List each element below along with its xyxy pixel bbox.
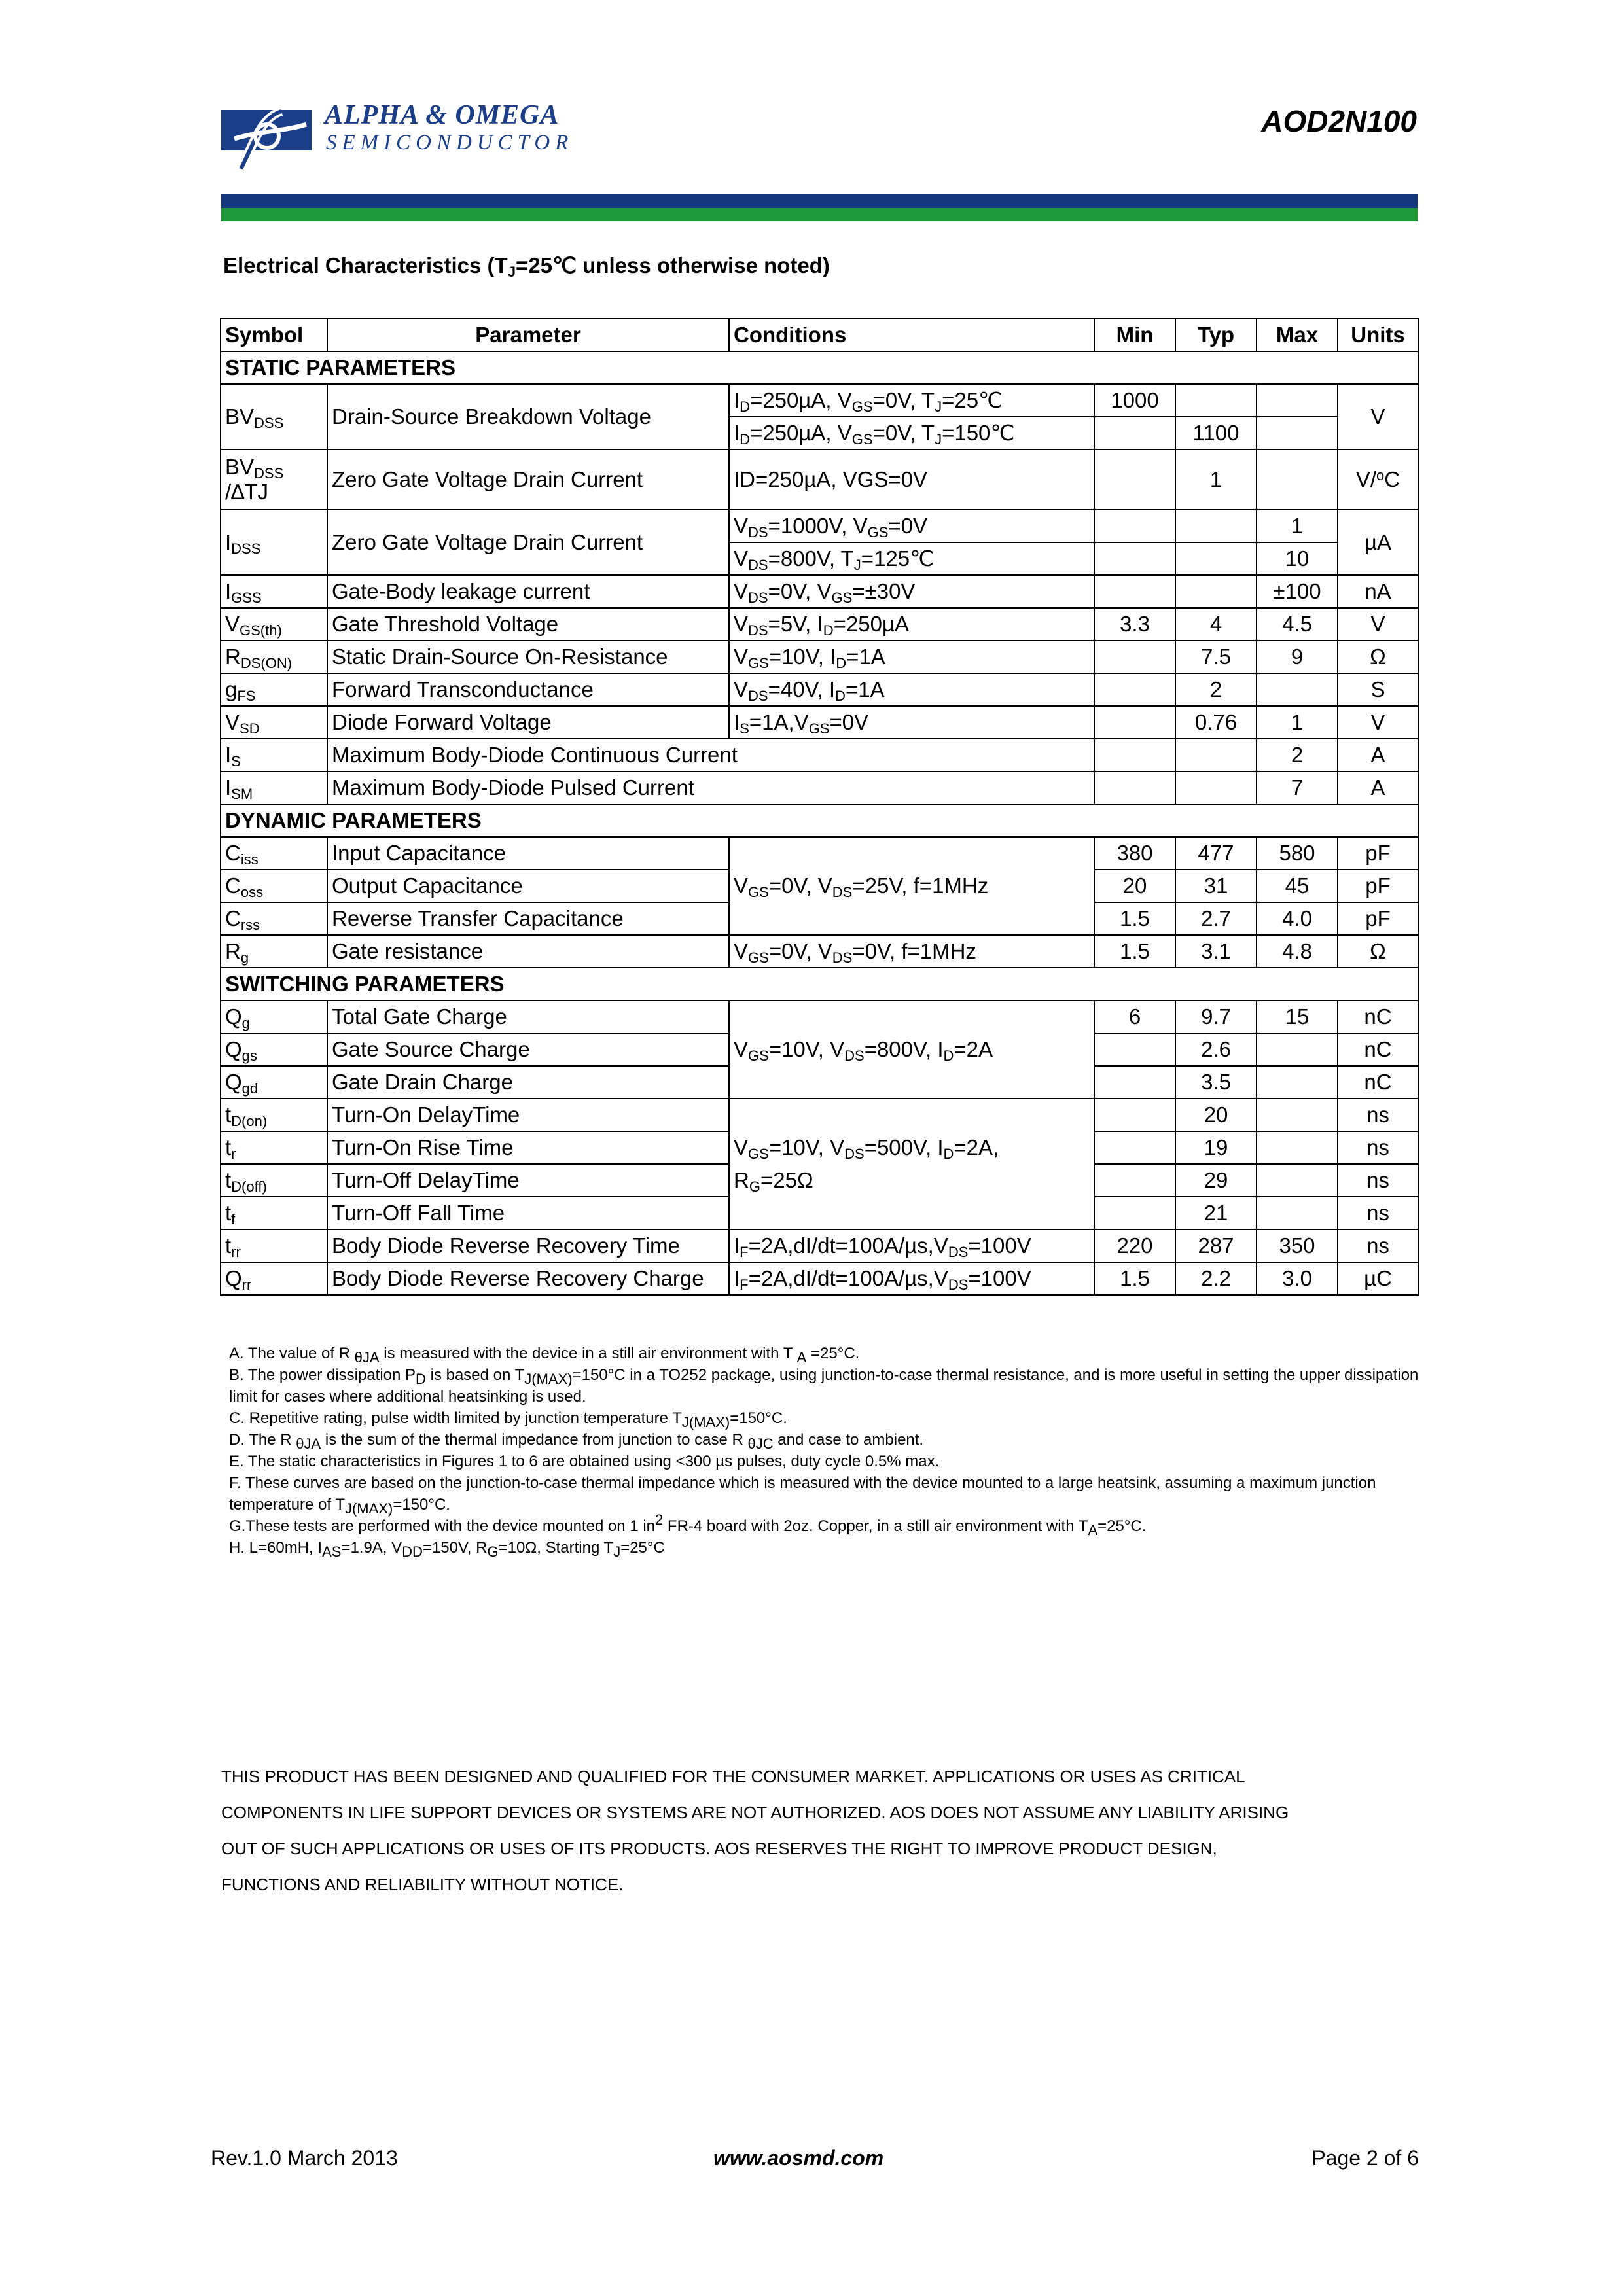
company-logo (221, 98, 588, 173)
table-row (221, 935, 1418, 968)
note-c: C. Repetitive rating, pulse width limited by junction temperature $T_{J(MAX)}=150^\circ C$. (229, 1409, 787, 1430)
table-row (221, 771, 1418, 804)
table-row (221, 673, 1418, 706)
conditions-cell: $V_{DS}=5V$, $I_D=250\mu A$ (729, 608, 1094, 641)
company-subtitle: SEMICONDUCTOR (326, 131, 574, 154)
typ-cell: 0.76 (1175, 706, 1257, 739)
table-row (221, 510, 1418, 542)
typ-cell: 20 (1175, 1099, 1257, 1131)
typ-cell: 31 (1175, 870, 1257, 902)
symbol-cell: $t_{D(on)}$ (221, 1099, 327, 1131)
disclaimer-line: THIS PRODUCT HAS BEEN DESIGNED AND QUALIFIED FOR THE CONSUMER MARKET. APPLICATIONS OR USES AS CRITICAL (221, 1767, 1245, 1786)
typ-cell: 2 (1175, 673, 1257, 706)
max-cell: 580 (1257, 837, 1338, 870)
min-cell (1094, 450, 1175, 510)
note-d: D. The R $_{\theta JA}$ is the sum of the thermal impedance from junction to case R $_{\theta JC}$ and case to ambient. (229, 1431, 924, 1452)
conditions-cell: $I_D=250\mu A$, $V_{GS}=0V$, $T_J=25℃$ (729, 384, 1094, 417)
parameter-cell: Gate Threshold Voltage (327, 608, 729, 641)
table-row (221, 575, 1418, 608)
disclaimer-line: COMPONENTS IN LIFE SUPPORT DEVICES OR SYSTEMS ARE NOT AUTHORIZED. AOS DOES NOT ASSUME ANY LIABILITY ARISING (221, 1803, 1289, 1822)
typ-cell: 4 (1175, 608, 1257, 641)
symbol-cell: $R_{DS(ON)}$ (221, 641, 327, 673)
parameter-cell: Total Gate Charge (327, 1000, 729, 1033)
units-cell: ns (1338, 1131, 1418, 1164)
units-cell: nA (1338, 575, 1418, 608)
col-header-typ: Typ (1175, 319, 1257, 351)
min-cell: 1.5 (1094, 935, 1175, 968)
note-h: H. L=60mH, $I_{AS}=1.9A$, $V_{DD}=150V$, $R_G=10\Omega$, Starting $T_J=25^\circ C$ (229, 1539, 665, 1560)
symbol-cell: $V_{SD}$ (221, 706, 327, 739)
max-cell: 4.5 (1257, 608, 1338, 641)
parameter-cell: Gate Source Charge (327, 1033, 729, 1066)
min-cell: 1000 (1094, 384, 1175, 417)
table-row (221, 1099, 1418, 1131)
conditions-cell: $V_{DS}=40V$, $I_D=1A$ (729, 673, 1094, 706)
units-cell: V (1338, 608, 1418, 641)
max-cell (1257, 450, 1338, 510)
typ-cell: 9.7 (1175, 1000, 1257, 1033)
parameter-cell: Turn-On DelayTime (327, 1099, 729, 1131)
disclaimer-line: FUNCTIONS AND RELIABILITY WITHOUT NOTICE. (221, 1875, 624, 1894)
conditions-cell: $I_F=2A,dI/dt=100A/\mu s,V_{DS}=100V$ (729, 1229, 1094, 1262)
col-header-units: Units (1338, 319, 1418, 351)
conditions-cell: $V_{DS}=0V$, $V_{GS}=\pm 30V$ (729, 575, 1094, 608)
min-cell: 380 (1094, 837, 1175, 870)
units-cell: nC (1338, 1066, 1418, 1099)
max-cell: 4.8 (1257, 935, 1338, 968)
parameter-cell: Turn-Off DelayTime (327, 1164, 729, 1197)
max-cell: 4.0 (1257, 902, 1338, 935)
min-cell (1094, 1164, 1175, 1197)
symbol-cell: $C_{rss}$ (221, 902, 327, 935)
units-cell: µA (1338, 510, 1418, 575)
parameter-cell: Turn-Off Fall Time (327, 1197, 729, 1229)
units-cell: ns (1338, 1229, 1418, 1262)
section-static-label: STATIC PARAMETERS (221, 351, 1418, 384)
symbol-cell: $t_f$ (221, 1197, 327, 1229)
disclaimer-line: OUT OF SUCH APPLICATIONS OR USES OF ITS PRODUCTS. AOS RESERVES THE RIGHT TO IMPROVE PRODUCT DESIGN, (221, 1839, 1217, 1858)
footer-website-link[interactable]: www.aosmd.com (713, 2146, 884, 2170)
section-dynamic-label: DYNAMIC PARAMETERS (221, 804, 1418, 837)
footer-page-number: Page 2 of 6 (1311, 2146, 1419, 2170)
col-header-symbol: Symbol (221, 319, 327, 351)
typ-cell: 2.7 (1175, 902, 1257, 935)
symbol-cell: $Q_{gs}$ (221, 1033, 327, 1066)
parameter-cell: Output Capacitance (327, 870, 729, 902)
typ-cell: 1100 (1175, 417, 1257, 450)
symbol-cell: $I_{GSS}$ (221, 575, 327, 608)
conditions-cell: $I_D=250\mu A$, $V_{GS}=0V$, $T_J=150℃$ (729, 417, 1094, 450)
table-row (221, 706, 1418, 739)
typ-cell: 21 (1175, 1197, 1257, 1229)
typ-cell: 2.2 (1175, 1262, 1257, 1295)
parameter-cell: Gate Drain Charge (327, 1066, 729, 1099)
typ-cell (1175, 510, 1257, 542)
max-cell (1257, 1164, 1338, 1197)
note-b: B. The power dissipation $P_D$ is based on $T_{J(MAX)}=150^\circ C$ in a TO252 package, using junction-to-case thermal resistance, and is more useful in setting the upper dissipation limit for cases where additional heatsinking is used. (229, 1366, 1419, 1405)
symbol-cell: $C_{iss}$ (221, 837, 327, 870)
units-cell: pF (1338, 902, 1418, 935)
symbol-cell: $Q_g$ (221, 1000, 327, 1033)
parameter-cell: Diode Forward Voltage (327, 706, 729, 739)
typ-cell (1175, 575, 1257, 608)
footer-revision: Rev.1.0 March 2013 (211, 2146, 398, 2170)
max-cell (1257, 673, 1338, 706)
parameter-cell: Zero Gate Voltage Drain Current (327, 510, 729, 575)
max-cell (1257, 384, 1338, 417)
parameter-cell: Drain-Source Breakdown Voltage (327, 384, 729, 450)
max-cell: 2 (1257, 739, 1338, 771)
units-cell: V/$^o$C (1338, 450, 1418, 510)
min-cell (1094, 1197, 1175, 1229)
symbol-cell: $BV_{DSS}$ (221, 384, 327, 450)
max-cell: 9 (1257, 641, 1338, 673)
units-cell: S (1338, 673, 1418, 706)
units-cell: nC (1338, 1000, 1418, 1033)
max-cell: 10 (1257, 542, 1338, 575)
symbol-cell: $I_S$ (221, 739, 327, 771)
min-cell (1094, 417, 1175, 450)
table-row (221, 450, 1418, 510)
min-cell (1094, 641, 1175, 673)
min-cell (1094, 1066, 1175, 1099)
conditions-cell: $V_{GS}=10V$, $I_D=1A$ (729, 641, 1094, 673)
header-bar-blue (221, 194, 1418, 208)
table-row (221, 384, 1418, 417)
symbol-cell: $t_{D(off)}$ (221, 1164, 327, 1197)
typ-cell (1175, 771, 1257, 804)
units-cell: nC (1338, 1033, 1418, 1066)
conditions-cell: $V_{DS}=800V$, $T_J=125℃$ (729, 542, 1094, 575)
conditions-cell: $V_{DS}=1000V$, $V_{GS}=0V$ (729, 510, 1094, 542)
units-cell: A (1338, 771, 1418, 804)
min-cell (1094, 1131, 1175, 1164)
parameter-cell: Gate-Body leakage current (327, 575, 729, 608)
typ-cell: 7.5 (1175, 641, 1257, 673)
typ-cell: 1 (1175, 450, 1257, 510)
max-cell (1257, 1131, 1338, 1164)
typ-cell: 2.6 (1175, 1033, 1257, 1066)
min-cell (1094, 542, 1175, 575)
units-cell: ns (1338, 1197, 1418, 1229)
max-cell: 1 (1257, 706, 1338, 739)
max-cell: 7 (1257, 771, 1338, 804)
conditions-cell: ID=250µA, VGS=0V (729, 450, 1094, 510)
conditions-cell: $V_{GS}=0V$, $V_{DS}=25V$, f=1MHz (729, 837, 1094, 935)
parameter-cell: Maximum Body-Diode Continuous Current (327, 739, 1094, 771)
max-cell: 15 (1257, 1000, 1338, 1033)
min-cell: 3.3 (1094, 608, 1175, 641)
col-header-min: Min (1094, 319, 1175, 351)
table-row (221, 739, 1418, 771)
electrical-characteristics-table (220, 318, 1419, 1296)
typ-cell (1175, 739, 1257, 771)
parameter-cell: Static Drain-Source On-Resistance (327, 641, 729, 673)
parameter-cell: Body Diode Reverse Recovery Time (327, 1229, 729, 1262)
units-cell: A (1338, 739, 1418, 771)
units-cell: ns (1338, 1164, 1418, 1197)
header-bar-green (221, 208, 1418, 221)
min-cell: 1.5 (1094, 1262, 1175, 1295)
conditions-cell: $V_{GS}=10V$, $V_{DS}=800V$, $I_D=2A$ (729, 1000, 1094, 1099)
parameter-cell: Maximum Body-Diode Pulsed Current (327, 771, 1094, 804)
parameter-cell: Turn-On Rise Time (327, 1131, 729, 1164)
units-cell: Ω (1338, 935, 1418, 968)
section-switching-label: SWITCHING PARAMETERS (221, 968, 1418, 1000)
min-cell (1094, 673, 1175, 706)
units-cell: pF (1338, 870, 1418, 902)
typ-cell: 3.1 (1175, 935, 1257, 968)
typ-cell: 287 (1175, 1229, 1257, 1262)
disclaimer (221, 1759, 1425, 1903)
parameter-cell: Input Capacitance (327, 837, 729, 870)
section-title: Electrical Characteristics ($T_J=25℃$ unless otherwise noted) (223, 253, 830, 280)
min-cell: 6 (1094, 1000, 1175, 1033)
symbol-cell: $BV_{DSS}$ /∆TJ (221, 450, 327, 510)
symbol-cell: $t_{rr}$ (221, 1229, 327, 1262)
table-row (221, 1262, 1418, 1295)
symbol-cell: $R_g$ (221, 935, 327, 968)
max-cell (1257, 417, 1338, 450)
table-row (221, 1229, 1418, 1262)
units-cell: V (1338, 384, 1418, 450)
max-cell (1257, 1066, 1338, 1099)
min-cell (1094, 1099, 1175, 1131)
units-cell: µC (1338, 1262, 1418, 1295)
max-cell: 350 (1257, 1229, 1338, 1262)
min-cell: 20 (1094, 870, 1175, 902)
conditions-cell: $V_{GS}=0V$, $V_{DS}=0V$, f=1MHz (729, 935, 1094, 968)
symbol-cell: $I_{DSS}$ (221, 510, 327, 575)
min-cell (1094, 510, 1175, 542)
table-row (221, 1000, 1418, 1033)
symbol-cell: $g_{FS}$ (221, 673, 327, 706)
alpha-omega-logo-icon (221, 105, 313, 170)
col-header-max: Max (1257, 319, 1338, 351)
symbol-cell: $V_{GS(th)}$ (221, 608, 327, 641)
min-cell (1094, 706, 1175, 739)
typ-cell (1175, 384, 1257, 417)
units-cell: Ω (1338, 641, 1418, 673)
footnotes (229, 1343, 1420, 1559)
typ-cell: 29 (1175, 1164, 1257, 1197)
units-cell: V (1338, 706, 1418, 739)
note-g: G.These tests are performed with the device mounted on 1 $in^2$ FR-4 board with 2oz. Copper, in a still air environment with $T_A=25^\circ C$. (229, 1511, 1147, 1538)
min-cell: 220 (1094, 1229, 1175, 1262)
max-cell (1257, 1033, 1338, 1066)
units-cell: ns (1338, 1099, 1418, 1131)
symbol-cell: $C_{oss}$ (221, 870, 327, 902)
table-row (221, 641, 1418, 673)
typ-cell: 19 (1175, 1131, 1257, 1164)
section-row-dynamic (221, 804, 1418, 837)
symbol-cell: $Q_{rr}$ (221, 1262, 327, 1295)
max-cell: ±100 (1257, 575, 1338, 608)
parameter-cell: Zero Gate Voltage Drain Current (327, 450, 729, 510)
typ-cell: 477 (1175, 837, 1257, 870)
max-cell: 3.0 (1257, 1262, 1338, 1295)
typ-cell (1175, 542, 1257, 575)
note-e: E. The static characteristics in Figures 1 to 6 are obtained using <300 µs pulses, duty cycle 0.5% max. (229, 1453, 940, 1470)
parameter-cell: Reverse Transfer Capacitance (327, 902, 729, 935)
symbol-cell: $Q_{gd}$ (221, 1066, 327, 1099)
max-cell: 1 (1257, 510, 1338, 542)
parameter-cell: Body Diode Reverse Recovery Charge (327, 1262, 729, 1295)
min-cell (1094, 1033, 1175, 1066)
units-cell: pF (1338, 837, 1418, 870)
table-header-row (221, 319, 1418, 351)
company-name: ALPHA & OMEGA (325, 100, 560, 130)
note-a: A. The value of R $_{\theta JA}$ is measured with the device in a still air environment with T $_A$ =25°C. (229, 1345, 860, 1366)
parameter-cell: Forward Transconductance (327, 673, 729, 706)
max-cell (1257, 1099, 1338, 1131)
parameter-cell: Gate resistance (327, 935, 729, 968)
section-row-switching (221, 968, 1418, 1000)
max-cell: 45 (1257, 870, 1338, 902)
min-cell: 1.5 (1094, 902, 1175, 935)
table-row (221, 608, 1418, 641)
section-row-static (221, 351, 1418, 384)
min-cell (1094, 739, 1175, 771)
note-f: F. These curves are based on the junction-to-case thermal impedance which is measured with the device mounted to a large heatsink, assuming a maximum junction temperature of $T_{J(MAX)}=150^\circ C$. (229, 1474, 1376, 1517)
max-cell (1257, 1197, 1338, 1229)
min-cell (1094, 771, 1175, 804)
min-cell (1094, 575, 1175, 608)
table-row (221, 837, 1418, 870)
col-header-conditions: Conditions (729, 319, 1094, 351)
conditions-cell: $V_{GS}=10V$, $V_{DS}=500V$, $I_D=2A$, $R_G=25\Omega$ (729, 1099, 1094, 1229)
symbol-cell: $t_r$ (221, 1131, 327, 1164)
conditions-cell: $I_F=2A,dI/dt=100A/\mu s,V_{DS}=100V$ (729, 1262, 1094, 1295)
part-number: AOD2N100 (1261, 104, 1417, 138)
col-header-parameter: Parameter (327, 319, 729, 351)
symbol-cell: $I_{SM}$ (221, 771, 327, 804)
typ-cell: 3.5 (1175, 1066, 1257, 1099)
conditions-cell: $I_S=1A,V_{GS}=0V$ (729, 706, 1094, 739)
